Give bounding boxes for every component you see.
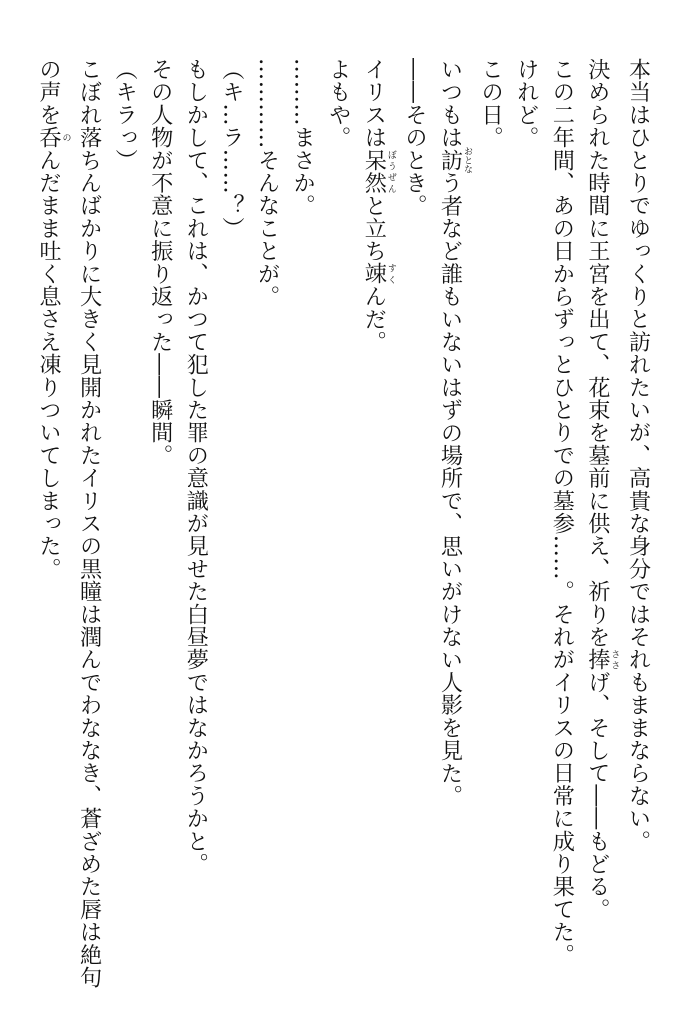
ruby-otona: 訪 おとな — [437, 146, 473, 174]
text-line-2: 決められた時間に王宮を出て、花束を墓前に供え、祈りを捧 ささげ、そして――もどる。 — [584, 58, 620, 921]
text-line-10: ………まさか。 — [289, 58, 316, 217]
text-line-7: ――そのとき。 — [401, 58, 428, 217]
text-line-4: けれど。 — [513, 58, 540, 149]
text-line-13: もしかして、これは、かつて犯した罪の意識が見せた白昼夢ではなかろうかと。 — [182, 58, 209, 876]
text-line-6: いつもは訪 おとなう者など誰もいないはずの場所で、思いがけない人影を見た。 — [437, 58, 473, 808]
text-line-16: こぼれ落ちんばかりに大きく見開かれたイリスの黒瞳は潤んでわななき、蒼ざめた唇は絶句 — [76, 58, 103, 989]
text-line-5: この日。 — [477, 58, 504, 149]
text-line-1: 本当はひとりでゆっくりと訪れたいが、高貴な身分ではそれもままならない。 — [625, 58, 651, 853]
text-line-9: よもや。 — [325, 58, 352, 149]
text-line-12: （キ…ラ……？） — [218, 58, 245, 240]
vertical-text-body — [30, 58, 655, 989]
text-line-8: イリスは呆然 ぼうぜんと立ち竦 すくんだ。 — [360, 58, 396, 354]
text-line-15: （キラっ） — [111, 58, 138, 172]
text-line-14: その人物が不意に振り返った――瞬間。 — [147, 58, 174, 467]
ruby-bouzen: 呆然 ぼうぜん — [360, 148, 396, 195]
text-line-17: の声を呑 のんだまま吐く息さえ凍りついてしまった。 — [35, 58, 71, 581]
ruby-sasage: 捧 ささ — [584, 648, 620, 671]
ruby-no: 呑 の — [35, 126, 71, 149]
text-line-3: この二年間、あの日からずっとひとりでの墓参……。それがイリスの日常に成り果てた。 — [548, 58, 575, 966]
text-line-11: …………そんなことが。 — [254, 58, 281, 308]
ruby-suku: 竦 すく — [360, 262, 396, 286]
